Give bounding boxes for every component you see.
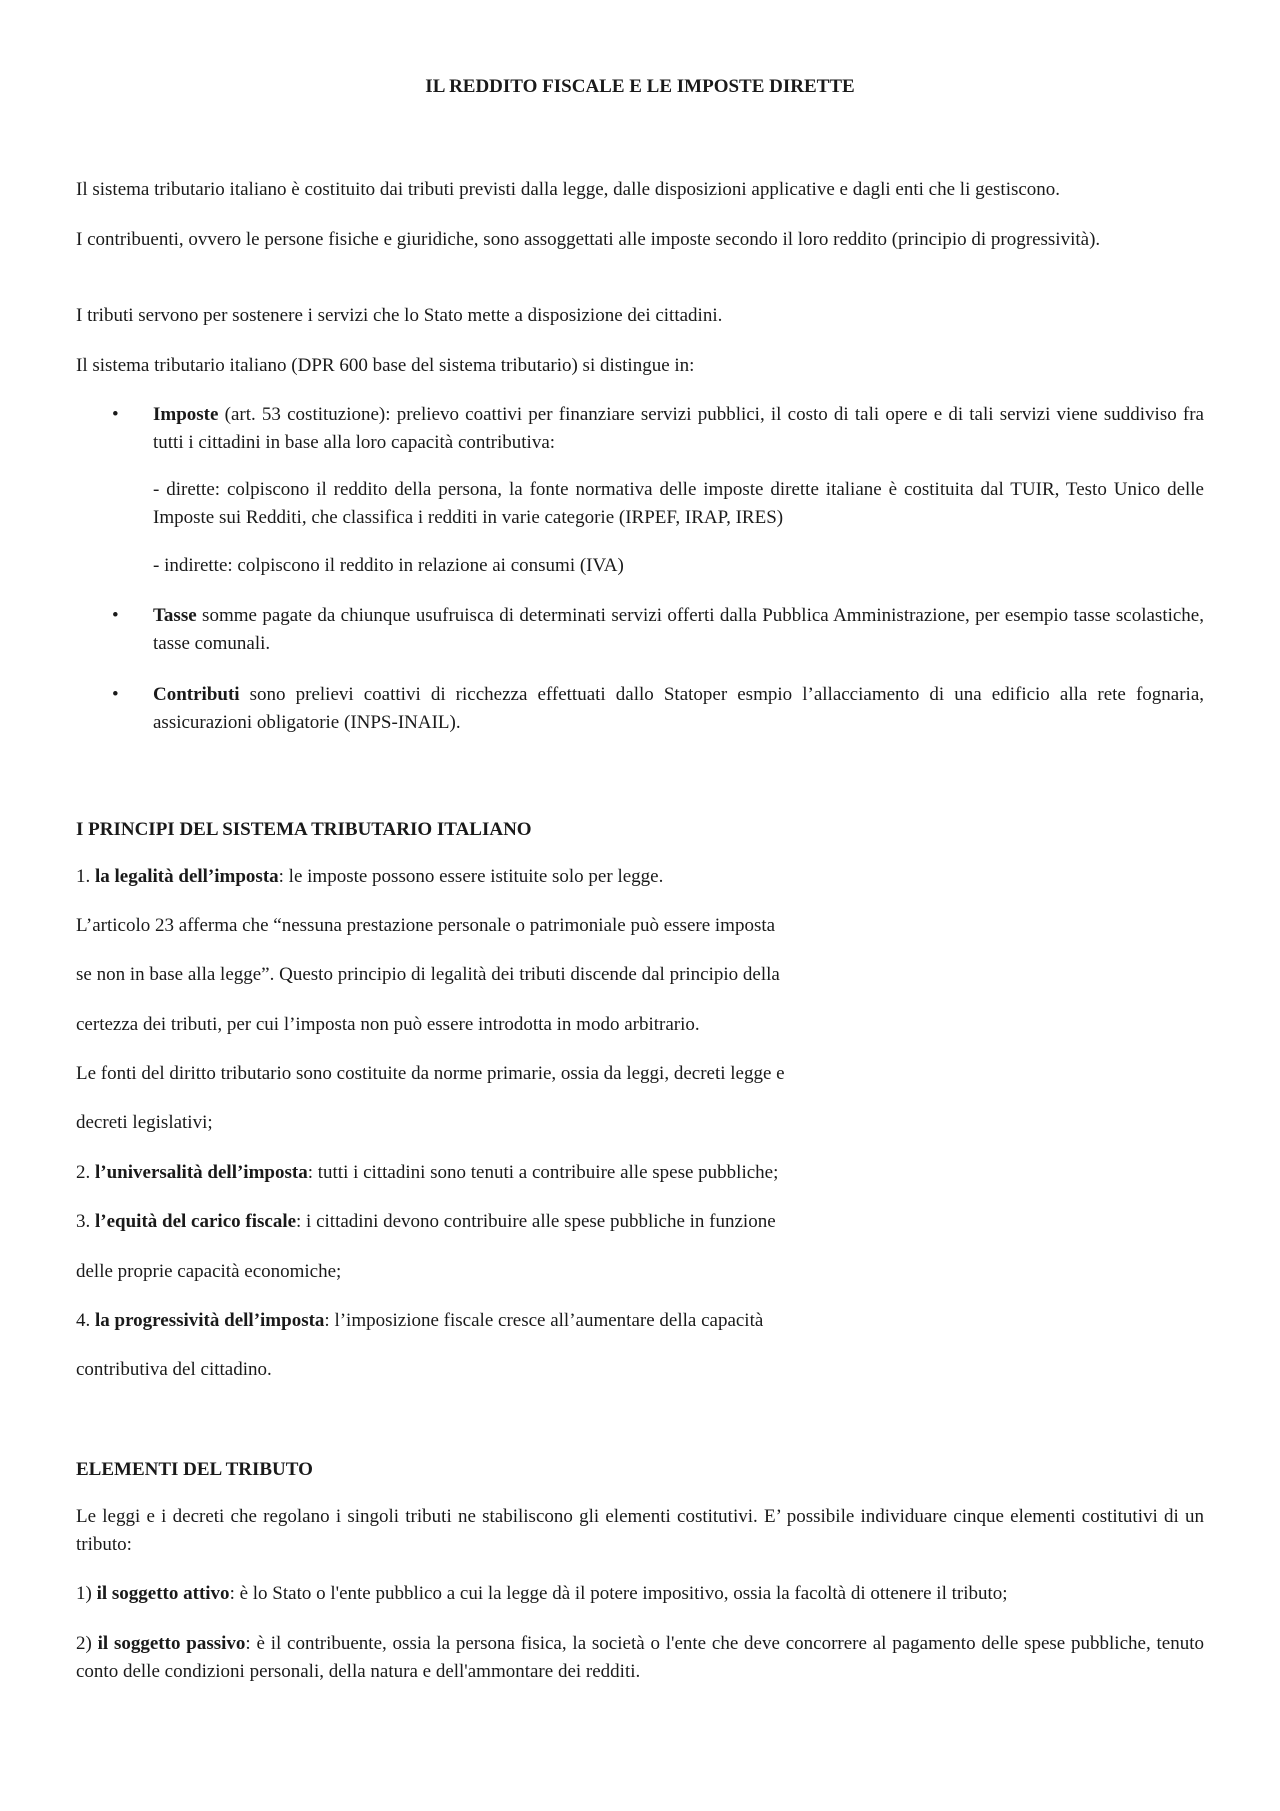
- principio-3-term: l’equità del carico fiscale: [95, 1211, 297, 1232]
- imposte-term: Imposte: [153, 404, 219, 425]
- intro-paragraph-1: Il sistema tributario italiano è costituito dai tributi previsti dalla legge, dalle disposizioni applicative e dagli enti che li gestiscono.: [76, 179, 1061, 200]
- bullet-icon: •: [112, 404, 119, 425]
- elemento-2-description: : è il contribuente, ossia la persona fisica, la società o l'ente che deve concorrere al pagamento delle spese pubbliche, tenuto conto delle condizioni personali, della natura e dell'ammontare dei redditi.: [76, 1633, 1204, 1682]
- principio-1-line-2: se non in base alla legge”. Questo principio di legalità dei tributi discende dal principio della: [76, 964, 780, 985]
- principio-4-number: 4.: [76, 1310, 95, 1331]
- tasse-term: Tasse: [153, 605, 197, 626]
- imposte-description: (art. 53 costituzione): prelievo coattivi per finanziare servizi pubblici, il costo di tali opere e di tali servizi viene suddiviso fra tutti i cittadini in base alla loro capacità contributiva:: [153, 404, 1204, 453]
- principio-2: [76, 1159, 1204, 1187]
- principio-1-line-4: Le fonti del diritto tributario sono costituite da norme primarie, ossia da leggi, decreti legge e: [76, 1063, 785, 1084]
- principio-1: [76, 863, 1204, 891]
- elemento-1-term: il soggetto attivo: [96, 1583, 230, 1604]
- elemento-1: [76, 1580, 1204, 1608]
- intro-paragraph-2: I contribuenti, ovvero le persone fisiche e giuridiche, sono assoggettati alle imposte secondo il loro reddito (principio di progressività).: [76, 229, 1101, 250]
- principio-1-line-1: L’articolo 23 afferma che “nessuna prestazione personale o patrimoniale può essere imposta: [76, 915, 776, 936]
- principio-4-term: la progressività dell’imposta: [95, 1310, 325, 1331]
- principio-3: [76, 1208, 1204, 1236]
- imposte-text: [153, 401, 1204, 457]
- principio-4: [76, 1307, 1204, 1335]
- intro-paragraph-3: I tributi servono per sostenere i servizi che lo Stato mette a disposizione dei cittadini.: [76, 305, 723, 326]
- tasse-description: somme pagate da chiunque usufruisca di determinati servizi offerti dalla Pubblica Amministrazione, per esempio tasse scolastiche, tasse comunali.: [153, 605, 1204, 654]
- document-title: IL REDDITO FISCALE E LE IMPOSTE DIRETTE: [425, 76, 855, 97]
- bullet-icon: •: [112, 605, 119, 626]
- principio-2-term: l’universalità dell’imposta: [95, 1162, 308, 1183]
- principio-3-number: 3.: [76, 1211, 95, 1232]
- tasse-text: [153, 602, 1204, 658]
- elemento-1-description: : è lo Stato o l'ente pubblico a cui la legge dà il potere impositivo, ossia la facoltà di ottenere il tributo;: [229, 1583, 1008, 1604]
- contributi-term: Contributi: [153, 684, 240, 705]
- imposte-dirette: - dirette: colpiscono il reddito della persona, la fonte normativa delle imposte dirette italiane è costituita dal TUIR, Testo Unico delle Imposte sui Redditi, che classifica i redditi in varie categorie (IRPEF, IRAP, IRES): [153, 479, 1204, 528]
- elemento-1-number: 1): [76, 1583, 97, 1604]
- principio-4-line-1: contributiva del cittadino.: [76, 1359, 272, 1380]
- elementi-intro: Le leggi e i decreti che regolano i singoli tributi ne stabiliscono gli elementi costitutivi. E’ possibile individuare cinque elementi costitutivi di un tributo:: [76, 1506, 1204, 1555]
- principi-heading: I PRINCIPI DEL SISTEMA TRIBUTARIO ITALIANO: [76, 819, 532, 840]
- elemento-2: [76, 1630, 1204, 1686]
- elemento-2-number: 2): [76, 1633, 98, 1654]
- principio-1-term: la legalità dell’imposta: [95, 866, 279, 887]
- principio-4-description: : l’imposizione fiscale cresce all’aumentare della capacità: [324, 1310, 764, 1331]
- principio-3-line-1: delle proprie capacità economiche;: [76, 1261, 342, 1282]
- principio-3-description: : i cittadini devono contribuire alle spese pubbliche in funzione: [296, 1211, 776, 1232]
- principio-1-description: : le imposte possono essere istituite solo per legge.: [278, 866, 664, 887]
- imposte-indirette: - indirette: colpiscono il reddito in relazione ai consumi (IVA): [153, 555, 624, 576]
- principio-1-line-5: decreti legislativi;: [76, 1112, 213, 1133]
- contributi-text: [153, 681, 1204, 737]
- elementi-heading: ELEMENTI DEL TRIBUTO: [76, 1459, 313, 1480]
- contributi-description: sono prelievi coattivi di ricchezza effettuati dallo Statoper esmpio l’allacciamento di una edificio alla rete fognaria, assicurazioni obligatorie (INPS-INAIL).: [153, 684, 1204, 733]
- principio-2-description: : tutti i cittadini sono tenuti a contribuire alle spese pubbliche;: [307, 1162, 779, 1183]
- bullet-icon: •: [112, 684, 119, 705]
- elemento-2-term: il soggetto passivo: [97, 1633, 246, 1654]
- principio-1-number: 1.: [76, 866, 95, 887]
- intro-paragraph-4: Il sistema tributario italiano (DPR 600 base del sistema tributario) si distingue in:: [76, 355, 695, 376]
- principio-1-line-3: certezza dei tributi, per cui l’imposta non può essere introdotta in modo arbitrario.: [76, 1014, 700, 1035]
- principio-2-number: 2.: [76, 1162, 95, 1183]
